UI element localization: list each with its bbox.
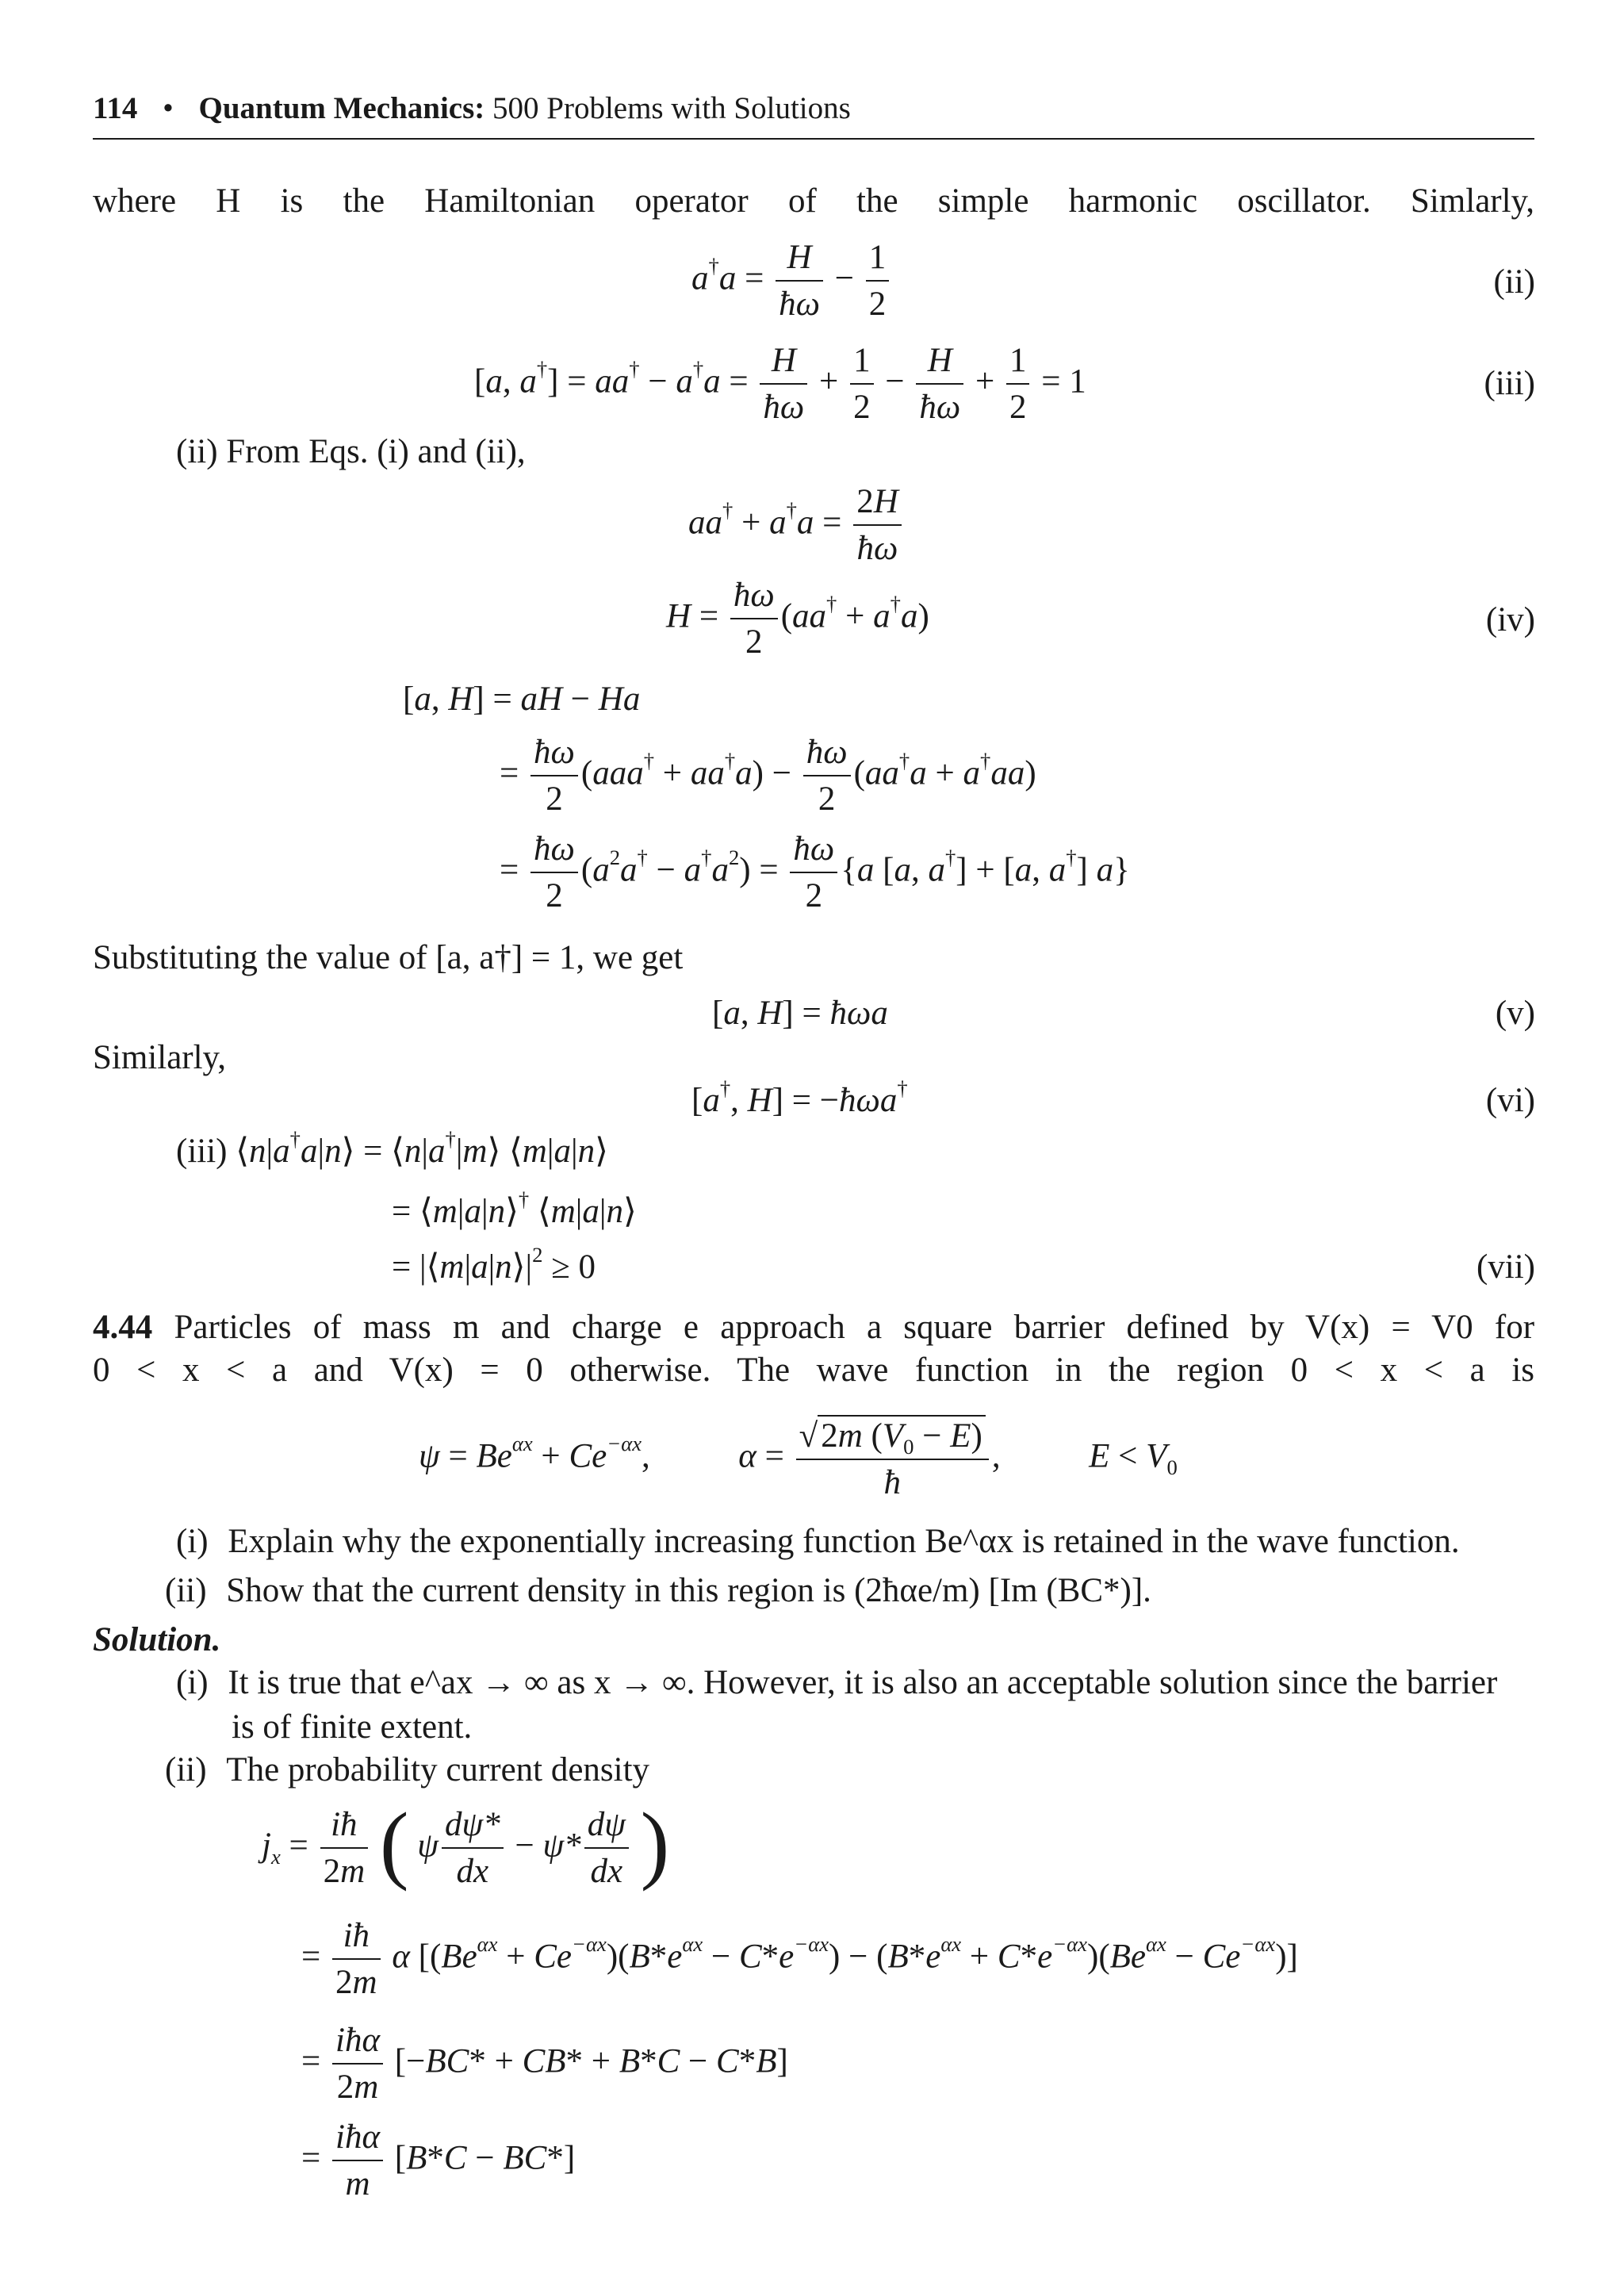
question-i-text: Explain why the exponentially increasing function Be^αx is retained in the wave function. (228, 1523, 1460, 1560)
equation-number-v: (v) (1495, 995, 1535, 1032)
part-iii-label: (iii) (176, 1133, 228, 1170)
problem-number: 4.44 (93, 1309, 153, 1346)
solution-i (176, 1661, 1497, 1705)
equation-number-iii: (iii) (1484, 365, 1535, 402)
part-ii-label: (ii) From Eqs. (i) and (ii), (176, 433, 526, 470)
solution-i-line2: is of finite extent. (232, 1708, 473, 1746)
problem-line1 (93, 1305, 1534, 1350)
header-rule (93, 138, 1534, 140)
question-ii-label: (ii) (165, 1572, 207, 1609)
equation-number-vii: (vii) (1476, 1248, 1535, 1286)
question-i-label: (i) (176, 1523, 209, 1560)
header-bullet: • (163, 91, 174, 125)
part-iii-line1: (iii) ⟨n|a†a|n⟩ = ⟨n|a†|m⟩ ⟨m|a|n⟩ (176, 1127, 608, 1170)
intro-text: where H is the Hamiltonian operator of the simple harmonic oscillator. Simlarly, (93, 182, 1534, 220)
problem-line2 (93, 1348, 1534, 1393)
part-iii-line2: = ⟨m|a|n⟩† ⟨m|a|n⟩ (392, 1187, 637, 1230)
solution-i-label: (i) (176, 1664, 209, 1701)
question-ii-text: Show that the current density in this region is (2ħαe/m) [Im (BC*)]. (226, 1572, 1151, 1609)
question-i (176, 1520, 1460, 1564)
intro-line (93, 179, 1534, 224)
solution-ii-label: (ii) (165, 1751, 207, 1789)
equation-number-ii: (ii) (1493, 263, 1535, 301)
current-density-line1: $j_x$ = $\frac{iħ}{2m}$ ( ψ $\frac{d\psi*}{dx}$ − ψ* $\frac{d\psi}{dx}$ ) (262, 1795, 670, 1892)
equation-vi: [a†, H] = −ħωa† (691, 1076, 908, 1119)
current-density-line4: = $\frac{\text{iħα}}{m}$ [B*C − BC*] (301, 2118, 576, 2203)
book-subtitle: 500 Problems with Solutions (492, 91, 851, 125)
commutator-aH-line1: [a, H] = aH − Ha (403, 681, 641, 718)
similarly-label: Similarly, (93, 1039, 227, 1076)
question-ii (165, 1569, 1151, 1613)
equation-sum: aa† + a†a = $\frac{2H}{ħ\omega}$ (688, 482, 905, 569)
problem-statement-1: Particles of mass m and charge e approach a square barrier defined by V(x) = V0 for (174, 1309, 1535, 1346)
running-header (93, 89, 851, 129)
current-density-line2: = $\frac{iħ}{2m}$ α $[(Be^{\alpha x} + Ce^{-\alpha x})(B*e^{\alpha x} - C*e^{-\alpha x}) - (B*e^{\alpha x} + C*e^{-\alpha x})(Be^{\alpha x} - Ce^{-\alpha x})]$ (301, 1917, 1298, 2002)
solution-ii-text: The probability current density (226, 1751, 650, 1789)
equation-v: [a, H] = ħωa (712, 995, 888, 1032)
book-title: Quantum Mechanics: (198, 91, 485, 125)
problem-statement-2: 0 < x < a and V(x) = 0 otherwise. The wave function in the region 0 < x < a is (93, 1351, 1534, 1389)
part-iii-line3: = $|⟨m|a|n⟩|^2 \ge 0$ (392, 1243, 596, 1286)
equation-number-iv: (iv) (1485, 601, 1535, 638)
solution-heading: Solution. (93, 1621, 221, 1658)
solution-i-line1: It is true that e^ax → ∞ as x → ∞. However, it is also an acceptable solution since the barrier (228, 1664, 1498, 1701)
equation-iii: [a, a†] = aa† − a†a = $\frac{H}{ħ\omega}$ + $\frac{1}{2}$ − $\frac{H}{ħ\omega}$ + $\frac{1}{2}$ = 1 (474, 342, 1086, 427)
page-number: 114 (93, 91, 138, 125)
equation-ii: a†a = $\frac{H}{ħ\omega}$ − $\frac{1}{2}$ (691, 238, 892, 324)
wave-function-equation: $\psi = Be^{\alpha x} + Ce^{-\alpha x}$, α = $\frac{√2m (V_0 - E)}{ħ}$ , $E < V_0$ (419, 1415, 1178, 1503)
equation-number-vi: (vi) (1485, 1082, 1535, 1119)
solution-ii (165, 1748, 649, 1792)
commutator-aH-line2: = $\frac{ħ\omega}{2}$ (aaa† + aa†a) − $\frac{ħ\omega}{2}$ (aa†a + a†aa) (500, 734, 1036, 819)
substituting-line: Substituting the value of [a, a†] = 1, we get (93, 939, 684, 976)
commutator-aH-line3: = $\frac{ħ\omega}{2}$ $(a^2a^\dagger - a^\dagger a^2)$ = $\frac{ħ\omega}{2}$ {a [a, a†] + [a, a†] a} (500, 830, 1130, 915)
equation-iv: H = $\frac{ħ\omega}{2}$ (aa† + a†a) (666, 577, 929, 661)
current-density-line3: = $\frac{\text{iħα}}{2m}$ [−BC* + CB* + B*C − C*B] (301, 2022, 788, 2107)
